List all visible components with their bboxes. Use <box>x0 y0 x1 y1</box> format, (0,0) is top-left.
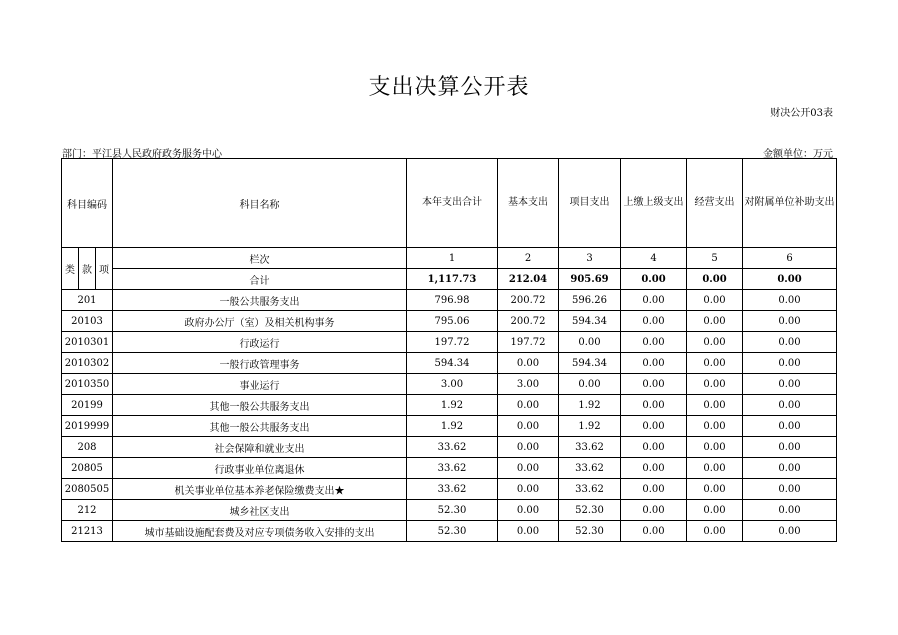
row-value: 0.00 <box>687 374 743 395</box>
row-value: 0.00 <box>743 395 837 416</box>
row-value: 594.34 <box>407 353 498 374</box>
row-value: 0.00 <box>687 479 743 500</box>
column-number: 5 <box>687 248 743 269</box>
row-value: 0.00 <box>621 416 687 437</box>
row-value: 0.00 <box>498 437 559 458</box>
sum-value: 905.69 <box>559 269 621 290</box>
row-name: 城市基础设施配套费及对应专项债务收入安排的支出 <box>113 521 407 542</box>
row-value: 796.98 <box>407 290 498 311</box>
row-name: 一般行政管理事务 <box>113 353 407 374</box>
header-business: 经营支出 <box>687 159 743 248</box>
row-code: 2080505 <box>62 479 113 500</box>
sum-value: 1,117.73 <box>407 269 498 290</box>
row-value: 200.72 <box>498 311 559 332</box>
row-value: 0.00 <box>621 374 687 395</box>
row-value: 596.26 <box>559 290 621 311</box>
row-value: 33.62 <box>559 479 621 500</box>
row-value: 0.00 <box>687 311 743 332</box>
table-row <box>62 374 837 395</box>
row-value: 0.00 <box>743 458 837 479</box>
table-row <box>62 521 837 542</box>
table-row <box>62 311 837 332</box>
table-row <box>62 290 837 311</box>
row-name: 社会保障和就业支出 <box>113 437 407 458</box>
department-label: 部门：平江县人民政府政务服务中心 <box>62 149 222 160</box>
header-lanci: 栏次 <box>113 248 407 269</box>
table-row <box>62 332 837 353</box>
column-number: 2 <box>498 248 559 269</box>
table-row <box>62 458 837 479</box>
page-title: 支出决算公开表 <box>368 75 530 100</box>
row-name: 城乡社区支出 <box>113 500 407 521</box>
row-code: 212 <box>62 500 113 521</box>
row-value: 0.00 <box>621 500 687 521</box>
table-row <box>62 395 837 416</box>
row-name: 一般公共服务支出 <box>113 290 407 311</box>
row-code: 20805 <box>62 458 113 479</box>
header-total: 本年支出合计 <box>407 159 498 248</box>
row-value: 0.00 <box>498 416 559 437</box>
row-value: 0.00 <box>621 332 687 353</box>
row-value: 0.00 <box>498 458 559 479</box>
row-value: 52.30 <box>407 521 498 542</box>
row-value: 0.00 <box>621 311 687 332</box>
form-number: 财决公开03表 <box>770 108 833 119</box>
header-subsidy: 对附属单位补助支出 <box>743 159 837 248</box>
sum-value: 0.00 <box>743 269 837 290</box>
header-xiang: 项 <box>96 248 113 290</box>
row-code: 2010350 <box>62 374 113 395</box>
row-code: 2010302 <box>62 353 113 374</box>
row-value: 0.00 <box>687 458 743 479</box>
sum-value: 212.04 <box>498 269 559 290</box>
row-value: 200.72 <box>498 290 559 311</box>
row-name: 其他一般公共服务支出 <box>113 416 407 437</box>
row-value: 0.00 <box>621 521 687 542</box>
row-value: 0.00 <box>621 458 687 479</box>
row-code: 201 <box>62 290 113 311</box>
column-number: 4 <box>621 248 687 269</box>
row-value: 33.62 <box>407 458 498 479</box>
row-value: 0.00 <box>498 479 559 500</box>
row-value: 0.00 <box>743 332 837 353</box>
row-value: 0.00 <box>687 500 743 521</box>
header-name: 科目名称 <box>113 159 407 248</box>
column-number: 6 <box>743 248 837 269</box>
row-value: 0.00 <box>498 500 559 521</box>
row-value: 3.00 <box>498 374 559 395</box>
row-value: 594.34 <box>559 311 621 332</box>
row-value: 0.00 <box>743 437 837 458</box>
row-value: 0.00 <box>743 500 837 521</box>
table-row <box>62 416 837 437</box>
header-code: 科目编码 <box>62 159 113 248</box>
row-value: 0.00 <box>687 416 743 437</box>
row-value: 0.00 <box>687 395 743 416</box>
row-value: 594.34 <box>559 353 621 374</box>
row-value: 0.00 <box>743 479 837 500</box>
row-code: 21213 <box>62 521 113 542</box>
row-value: 0.00 <box>687 437 743 458</box>
row-name: 行政运行 <box>113 332 407 353</box>
sum-value: 0.00 <box>621 269 687 290</box>
header-project: 项目支出 <box>559 159 621 248</box>
row-value: 1.92 <box>559 395 621 416</box>
row-value: 1.92 <box>559 416 621 437</box>
row-code: 20103 <box>62 311 113 332</box>
row-value: 0.00 <box>687 332 743 353</box>
row-code: 208 <box>62 437 113 458</box>
header-basic: 基本支出 <box>498 159 559 248</box>
row-value: 0.00 <box>743 416 837 437</box>
table-row <box>62 479 837 500</box>
expenditure-table <box>61 158 837 542</box>
row-value: 0.00 <box>498 521 559 542</box>
sum-label: 合计 <box>113 269 407 290</box>
table-row <box>62 353 837 374</box>
table-row <box>62 500 837 521</box>
row-value: 795.06 <box>407 311 498 332</box>
row-value: 0.00 <box>559 332 621 353</box>
row-name: 机关事业单位基本养老保险缴费支出★ <box>113 479 407 500</box>
amount-unit-label: 金额单位：万元 <box>763 149 833 160</box>
row-value: 0.00 <box>621 353 687 374</box>
row-value: 197.72 <box>407 332 498 353</box>
row-value: 1.92 <box>407 416 498 437</box>
row-value: 0.00 <box>498 395 559 416</box>
row-name: 其他一般公共服务支出 <box>113 395 407 416</box>
row-value: 0.00 <box>621 395 687 416</box>
row-value: 0.00 <box>687 353 743 374</box>
row-value: 0.00 <box>743 311 837 332</box>
row-value: 0.00 <box>621 290 687 311</box>
row-value: 0.00 <box>743 290 837 311</box>
row-value: 33.62 <box>407 479 498 500</box>
row-value: 197.72 <box>498 332 559 353</box>
header-kuan: 款 <box>79 248 96 290</box>
header-lei: 类 <box>62 248 79 290</box>
row-value: 0.00 <box>559 374 621 395</box>
row-value: 33.62 <box>559 437 621 458</box>
row-name: 政府办公厅（室）及相关机构事务 <box>113 311 407 332</box>
row-value: 1.92 <box>407 395 498 416</box>
row-code: 20199 <box>62 395 113 416</box>
row-value: 33.62 <box>559 458 621 479</box>
row-value: 3.00 <box>407 374 498 395</box>
column-number: 3 <box>559 248 621 269</box>
header-upper: 上缴上级支出 <box>621 159 687 248</box>
row-value: 52.30 <box>407 500 498 521</box>
row-value: 0.00 <box>743 521 837 542</box>
row-value: 0.00 <box>687 290 743 311</box>
row-name: 行政事业单位离退休 <box>113 458 407 479</box>
row-value: 52.30 <box>559 500 621 521</box>
column-number: 1 <box>407 248 498 269</box>
row-code: 2019999 <box>62 416 113 437</box>
row-value: 33.62 <box>407 437 498 458</box>
table-row <box>62 437 837 458</box>
row-value: 0.00 <box>687 521 743 542</box>
row-name: 事业运行 <box>113 374 407 395</box>
row-value: 0.00 <box>621 437 687 458</box>
row-value: 52.30 <box>559 521 621 542</box>
row-value: 0.00 <box>743 374 837 395</box>
sum-value: 0.00 <box>687 269 743 290</box>
row-value: 0.00 <box>621 479 687 500</box>
row-code: 2010301 <box>62 332 113 353</box>
row-value: 0.00 <box>498 353 559 374</box>
row-value: 0.00 <box>743 353 837 374</box>
